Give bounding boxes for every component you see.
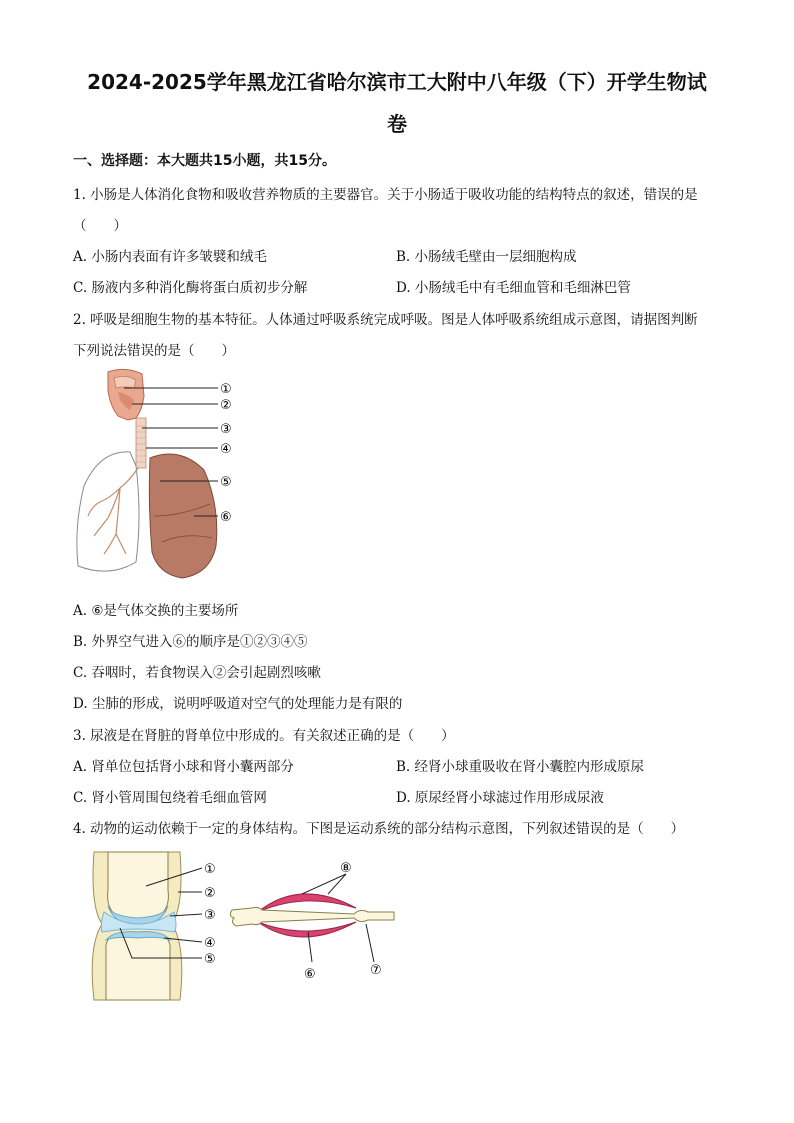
muscle-figure xyxy=(228,858,398,988)
joint-label-5: ⑤ xyxy=(204,952,216,967)
resp-label-6: ⑥ xyxy=(220,510,232,525)
resp-label-3: ③ xyxy=(220,422,232,437)
muscle-label-7: ⑦ xyxy=(370,963,382,978)
joint-label-4: ④ xyxy=(204,936,216,951)
q3-option-c: C. 肾小管周围包绕着毛细血管网 xyxy=(73,790,267,806)
q1-option-c: C. 肠液内多种消化酶将蛋白质初步分解 xyxy=(73,280,308,296)
respiratory-system-figure xyxy=(70,366,250,582)
q1-stem-blank: （ ） xyxy=(73,218,127,234)
q2-option-b: B. 外界空气进入⑥的顺序是①②③④⑤ xyxy=(73,634,308,650)
q4-stem: 4. 动物的运动依赖于一定的身体结构。下图是运动系统的部分结构示意图，下列叙述错误的是（ ） xyxy=(73,821,685,837)
resp-label-2: ② xyxy=(220,398,232,413)
q2-option-c: C. 吞咽时，若食物误入②会引起剧烈咳嗽 xyxy=(73,665,321,681)
q1-option-d: D. 小肠绒毛中有毛细血管和毛细淋巴管 xyxy=(396,280,631,296)
q1-option-a: A. 小肠内表面有许多皱襞和绒毛 xyxy=(73,249,267,265)
joint-label-3: ③ xyxy=(204,908,216,923)
resp-label-5: ⑤ xyxy=(220,475,232,490)
q2-stem: 2. 呼吸是细胞生物的基本特征。人体通过呼吸系统完成呼吸。图是人体呼吸系统组成示意图，请据图判断 xyxy=(73,312,698,328)
muscle-label-6: ⑥ xyxy=(304,967,316,982)
resp-label-1: ① xyxy=(220,382,232,397)
muscle-label-8: ⑧ xyxy=(340,861,352,876)
q1-stem: 1. 小肠是人体消化食物和吸收营养物质的主要器官。关于小肠适于吸收功能的结构特点的叙述，错误的是 xyxy=(73,187,698,203)
q3-stem: 3. 尿液是在肾脏的肾单位中形成的。有关叙述正确的是（ ） xyxy=(73,728,455,744)
joint-figure xyxy=(80,846,240,1006)
q2-stem-cont: 下列说法错误的是（ ） xyxy=(73,343,235,359)
q1-option-b: B. 小肠绒毛壁由一层细胞构成 xyxy=(396,249,577,265)
exam-title-line2: 卷 xyxy=(387,112,407,136)
q2-option-a: A. ⑥是气体交换的主要场所 xyxy=(73,603,239,619)
resp-label-4: ④ xyxy=(220,442,232,457)
joint-label-2: ② xyxy=(204,886,216,901)
joint-label-1: ① xyxy=(204,862,216,877)
exam-title-line1: 2024-2025学年黑龙江省哈尔滨市工大附中八年级（下）开学生物试 xyxy=(87,70,707,94)
q2-option-d: D. 尘肺的形成，说明呼吸道对空气的处理能力是有限的 xyxy=(73,696,403,712)
q3-option-b: B. 经肾小球重吸收在肾小囊腔内形成原尿 xyxy=(396,759,645,775)
q3-option-d: D. 原尿经肾小球滤过作用形成尿液 xyxy=(396,790,604,806)
section-heading: 一、选择题：本大题共15小题，共15分。 xyxy=(73,153,336,169)
q3-option-a: A. 肾单位包括肾小球和肾小囊两部分 xyxy=(73,759,294,775)
